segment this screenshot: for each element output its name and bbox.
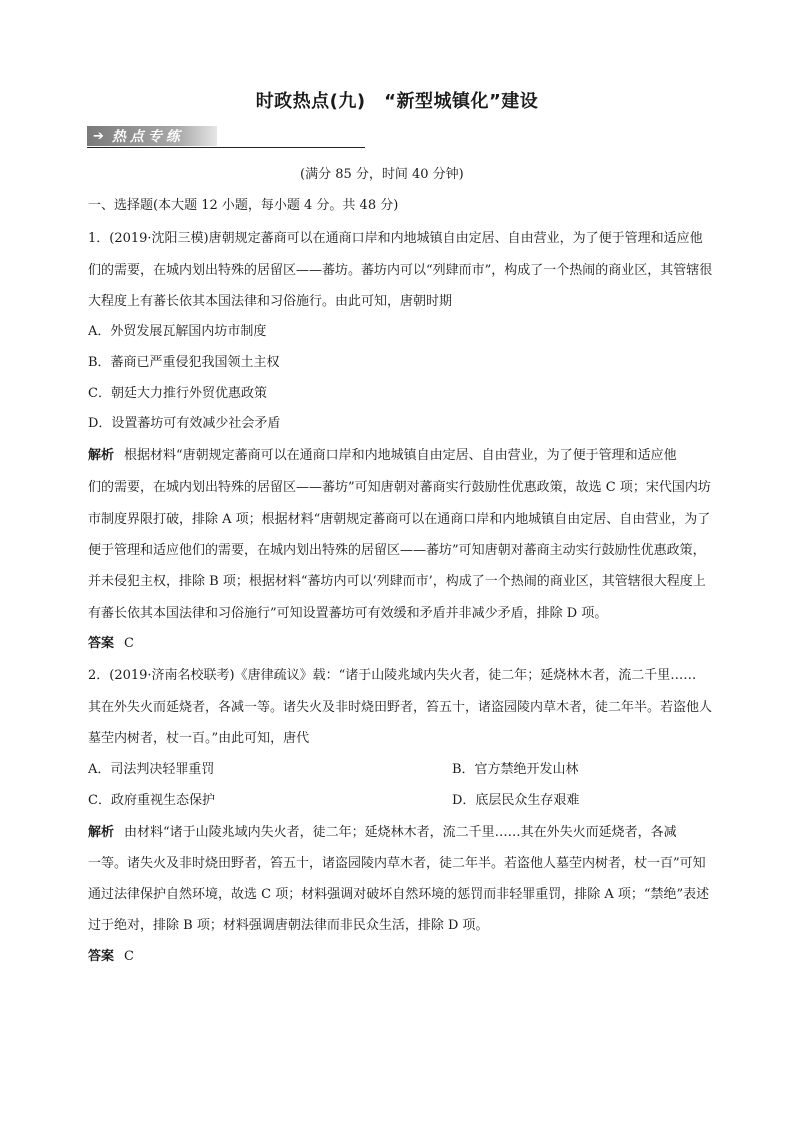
question-2-analysis-line-4: 过于绝对，排除 B 项；材料强调唐朝法律而非民众生活，排除 D 项。 <box>88 918 489 933</box>
question-2-option-c: C．政府重视生态保护 <box>88 793 215 808</box>
section-banner <box>87 126 217 146</box>
banner-label: 热点专练 <box>111 129 184 145</box>
question-1-option-c: C．朝廷大力推行外贸优惠政策 <box>88 386 267 401</box>
question-2-option-b: B．官方禁绝开发山林 <box>452 762 579 777</box>
score-note: (满分 85 分，时间 40 分钟) <box>300 167 464 182</box>
question-1-analysis-line-2: 们的需要，在城内划出特殊的居留区——蕃坊”可知唐朝对蕃商实行鼓励性优惠政策，故选 C 项；宋代国内坊 <box>88 480 711 495</box>
question-2-option-a: A．司法判决轻罪重罚 <box>88 762 215 777</box>
analysis-label: 解析 <box>88 825 115 840</box>
question-2-line-2: 其在外失火而延烧者，各减一等。诸失火及非时烧田野者，笞五十，诸盗园陵内草木者，徒二年半。若盗他人 <box>88 700 713 715</box>
answer-label: 答案 <box>88 636 115 651</box>
analysis-label: 解析 <box>88 448 115 463</box>
question-2-line-3: 墓茔内树者，杖一百。”由此可知，唐代 <box>88 731 310 746</box>
answer-value: C <box>124 636 134 651</box>
analysis-text: 根据材料“唐朝规定蕃商可以在通商口岸和内地城镇自由定居、自由营业，为了便于管理和适应他 <box>124 448 677 463</box>
question-2-line-1: 2．(2019·济南名校联考)《唐律疏议》载：“诸于山陵兆域内失火者，徒二年；延烧林木者，流二千里…… <box>88 668 697 683</box>
banner-divider <box>87 147 365 148</box>
question-2-answer <box>88 949 134 965</box>
question-2-analysis-line-1 <box>88 825 677 841</box>
question-2-analysis-line-3: 通过法律保护自然环境，故选 C 项；材料强调对破坏自然环境的惩罚而非轻罪重罚，排除 A 项；“禁绝”表述 <box>88 887 710 902</box>
question-1-option-d: D．设置蕃坊可有效减少社会矛盾 <box>88 416 281 431</box>
question-1-option-a: A．外贸发展瓦解国内坊市制度 <box>88 324 267 339</box>
question-1-line-2: 们的需要，在城内划出特殊的居留区——蕃坊。蕃坊内可以“列肆而市”，构成了一个热闹的商业区，其管辖很 <box>88 263 713 278</box>
question-2-option-d: D．底层民众生存艰难 <box>452 793 580 808</box>
question-1-analysis-line-4: 便于管理和适应他们的需要，在城内划出特殊的居留区——蕃坊”可知唐朝对蕃商主动实行鼓励性优惠政策， <box>88 543 706 558</box>
question-1-analysis-line-6: 有蕃长依其本国法律和习俗施行”可知设置蕃坊可有效缓和矛盾并非减少矛盾，排除 D 项。 <box>88 606 608 621</box>
question-1-answer <box>88 636 134 652</box>
question-2-analysis-line-2: 一等。诸失火及非时烧田野者，笞五十，诸盗园陵内草木者，徒二年半。若盗他人墓茔内树者，杖一百”可知 <box>88 856 706 871</box>
analysis-text: 由材料“诸于山陵兆域内失火者，徒二年；延烧林木者，流二千里……其在外失火而延烧者，各减 <box>124 825 677 840</box>
question-1-option-b: B．蕃商已严重侵犯我国领土主权 <box>88 355 280 370</box>
answer-label: 答案 <box>88 949 115 964</box>
page-title: 时政热点(九) “新型城镇化”建设 <box>255 91 539 112</box>
section-heading: 一、选择题(本大题 12 小题，每小题 4 分。共 48 分) <box>88 198 399 213</box>
question-1-line-3: 大程度上有蕃长依其本国法律和习俗施行。由此可知，唐朝时期 <box>88 294 453 309</box>
answer-value: C <box>124 949 134 964</box>
question-1-line-1: 1．(2019·沈阳三模)唐朝规定蕃商可以在通商口岸和内地城镇自由定居、自由营业，为了便于管理和适应他 <box>88 231 703 246</box>
question-1-analysis-line-5: 并未侵犯主权，排除 B 项；根据材料“蕃坊内可以‘列肆而市’，构成了一个热闹的商业区，其管辖很大程度上 <box>88 574 706 589</box>
question-1-analysis-line-1 <box>88 448 677 464</box>
arrow-icon: ➔ <box>93 128 104 144</box>
question-1-analysis-line-3: 市制度界限打破，排除 A 项；根据材料“唐朝规定蕃商可以在通商口岸和内地城镇自由定居、自由营业，为了 <box>88 512 711 527</box>
